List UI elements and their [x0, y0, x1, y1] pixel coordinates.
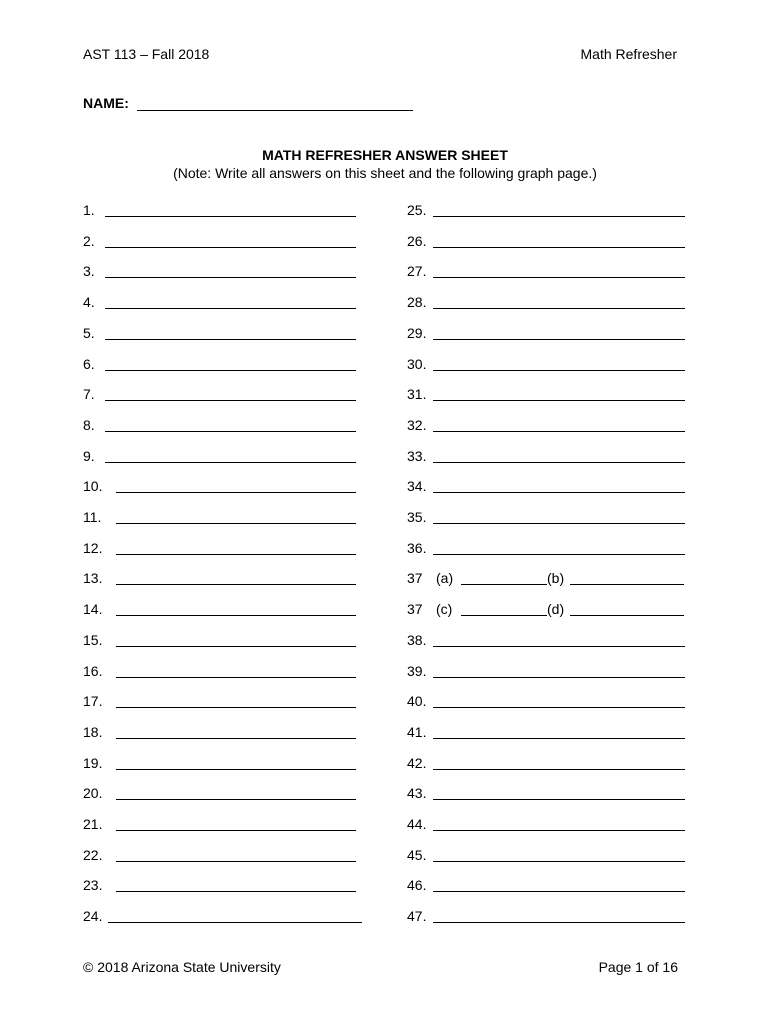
answer-number: 47. [407, 908, 427, 925]
answer-number: 22. [83, 846, 103, 863]
answer-number: 14. [83, 601, 103, 618]
answer-number: 2. [83, 232, 95, 249]
answer-number: 21. [83, 816, 103, 832]
answer-row-left [83, 354, 363, 372]
answer-number: 41. [407, 723, 427, 740]
answer-row-right [407, 507, 687, 525]
answer-line[interactable] [116, 799, 356, 800]
answer-line[interactable] [105, 277, 356, 278]
answer-row-left [83, 507, 363, 525]
answer-number: 44. [407, 816, 427, 832]
answer-number: 45. [407, 846, 427, 863]
answer-row-left [83, 906, 363, 924]
answer-number: 30. [407, 355, 427, 372]
name-field [83, 94, 413, 111]
answer-row-right [407, 691, 687, 709]
answer-row-left [83, 476, 363, 494]
answer-row-left [83, 568, 363, 586]
answer-row-right [407, 323, 687, 341]
answer-row-right [407, 568, 687, 586]
section-header: Math Refresher [580, 46, 677, 62]
answer-row-left [83, 292, 363, 310]
answer-row-left [83, 875, 363, 893]
answer-number: 35. [407, 509, 427, 525]
sub-answer-line[interactable] [570, 584, 684, 585]
answer-line[interactable] [433, 861, 685, 862]
answer-number: 24. [83, 908, 103, 925]
answer-row-right [407, 292, 687, 310]
answer-row-right [407, 415, 687, 433]
answer-number: 7. [83, 386, 95, 403]
answer-row-right [407, 814, 687, 832]
sub-answer-line[interactable] [570, 615, 684, 616]
answer-row-right [407, 261, 687, 279]
answer-line[interactable] [433, 523, 685, 524]
page-note: (Note: Write all answers on this sheet and the following graph page.) [173, 165, 597, 181]
answer-number: 43. [407, 785, 427, 802]
answer-number: 26. [407, 232, 427, 249]
answer-line[interactable] [433, 922, 685, 923]
answer-line[interactable] [105, 370, 356, 371]
answer-line[interactable] [433, 370, 685, 371]
name-input-line[interactable] [137, 94, 413, 111]
answer-row-right [407, 538, 687, 556]
answer-number: 36. [407, 539, 427, 556]
answer-number: 9. [83, 447, 95, 464]
answer-number: 37 [407, 601, 423, 618]
answer-line[interactable] [116, 584, 356, 585]
answer-row-left [83, 753, 363, 771]
answer-number: 19. [83, 754, 103, 771]
page-number: Page 1 of 16 [598, 959, 678, 975]
answer-row-left [83, 200, 363, 218]
answer-line[interactable] [433, 431, 685, 432]
answer-number: 11. [83, 509, 102, 525]
answer-line[interactable] [116, 830, 356, 831]
answer-row-left [83, 630, 363, 648]
answer-row-left [83, 814, 363, 832]
name-label: NAME: [83, 95, 129, 111]
answer-line[interactable] [105, 339, 356, 340]
answer-row-right [407, 722, 687, 740]
answer-line[interactable] [433, 308, 685, 309]
answer-number: 33. [407, 447, 427, 464]
answer-line[interactable] [433, 830, 685, 831]
answer-number: 13. [83, 570, 103, 587]
answer-line[interactable] [433, 799, 685, 800]
answer-row-right [407, 384, 687, 402]
page-title: MATH REFRESHER ANSWER SHEET [262, 147, 508, 163]
answer-number: 28. [407, 294, 427, 311]
sub-part-label: (d) [547, 601, 565, 618]
answer-line[interactable] [116, 769, 356, 770]
answer-line[interactable] [116, 738, 356, 739]
answer-row-left [83, 538, 363, 556]
answer-line[interactable] [116, 554, 356, 555]
answer-row-left [83, 783, 363, 801]
sub-part-label: (b) [547, 570, 565, 587]
answer-number: 10. [83, 478, 103, 495]
answer-line[interactable] [105, 216, 356, 217]
answer-line[interactable] [433, 554, 685, 555]
answer-number: 31. [407, 386, 427, 403]
answer-line[interactable] [116, 646, 356, 647]
sub-part-label: (c) [436, 601, 453, 618]
answer-row-right [407, 476, 687, 494]
answer-line[interactable] [116, 707, 356, 708]
answer-line[interactable] [116, 677, 356, 678]
answer-line[interactable] [433, 646, 685, 647]
answer-line[interactable] [105, 247, 356, 248]
answer-row-right [407, 661, 687, 679]
sub-answer-line[interactable] [461, 615, 547, 616]
answer-number: 23. [83, 877, 103, 894]
answer-row-left [83, 323, 363, 341]
answer-line[interactable] [116, 891, 356, 892]
answer-number: 42. [407, 754, 427, 771]
answer-line[interactable] [105, 431, 356, 432]
answer-row-right [407, 753, 687, 771]
answer-line[interactable] [433, 277, 685, 278]
answer-number: 16. [83, 662, 103, 679]
answer-line[interactable] [116, 861, 356, 862]
copyright: © 2018 Arizona State University [83, 959, 281, 975]
answer-row-right [407, 599, 687, 617]
answer-line[interactable] [116, 523, 356, 524]
answer-line[interactable] [433, 247, 685, 248]
answer-number: 3. [83, 263, 95, 280]
answer-number: 5. [83, 324, 95, 341]
answer-line[interactable] [433, 216, 685, 217]
answer-number: 25. [407, 202, 427, 218]
answer-number: 46. [407, 877, 427, 894]
answer-row-left [83, 231, 363, 249]
answer-line[interactable] [433, 707, 685, 708]
sub-answer-line[interactable] [461, 584, 547, 585]
course-header: AST 113 – Fall 2018 [83, 46, 210, 62]
sub-part-label: (a) [436, 570, 454, 587]
answer-row-right [407, 906, 687, 924]
answer-number: 18. [83, 723, 103, 740]
answer-row-right [407, 875, 687, 893]
answer-number: 39. [407, 662, 427, 679]
answer-row-right [407, 354, 687, 372]
answer-number: 6. [83, 355, 95, 372]
answer-row-left [83, 599, 363, 617]
answer-line[interactable] [433, 462, 685, 463]
answer-number: 37 [407, 570, 423, 587]
answer-row-left [83, 722, 363, 740]
answer-row-left [83, 691, 363, 709]
answer-row-left [83, 415, 363, 433]
answer-number: 17. [83, 693, 103, 710]
answer-row-left [83, 661, 363, 679]
answer-row-right [407, 200, 687, 218]
answer-row-left [83, 261, 363, 279]
answer-number: 40. [407, 693, 427, 710]
answer-line[interactable] [433, 677, 685, 678]
answer-number: 34. [407, 478, 427, 495]
answer-line[interactable] [105, 462, 356, 463]
answer-line[interactable] [108, 922, 362, 923]
answer-line[interactable] [116, 615, 356, 616]
answer-number: 12. [83, 539, 103, 556]
answer-row-right [407, 231, 687, 249]
answer-line[interactable] [433, 769, 685, 770]
answer-row-right [407, 446, 687, 464]
answer-number: 32. [407, 416, 427, 433]
answer-line[interactable] [433, 339, 685, 340]
answer-number: 29. [407, 324, 427, 341]
answer-line[interactable] [433, 492, 685, 493]
answer-number: 4. [83, 294, 95, 311]
answer-number: 20. [83, 785, 103, 802]
answer-line[interactable] [433, 891, 685, 892]
answer-number: 27. [407, 263, 427, 280]
answer-line[interactable] [433, 738, 685, 739]
answer-line[interactable] [105, 400, 356, 401]
answer-row-right [407, 630, 687, 648]
answer-row-left [83, 446, 363, 464]
answer-row-left [83, 384, 363, 402]
answer-row-right [407, 845, 687, 863]
answer-line[interactable] [105, 308, 356, 309]
answer-line[interactable] [433, 400, 685, 401]
answer-number: 38. [407, 631, 427, 648]
answer-number: 15. [83, 631, 103, 648]
answer-number: 1. [83, 202, 95, 218]
answer-line[interactable] [116, 492, 356, 493]
answer-row-left [83, 845, 363, 863]
answer-number: 8. [83, 416, 95, 433]
answer-row-right [407, 783, 687, 801]
